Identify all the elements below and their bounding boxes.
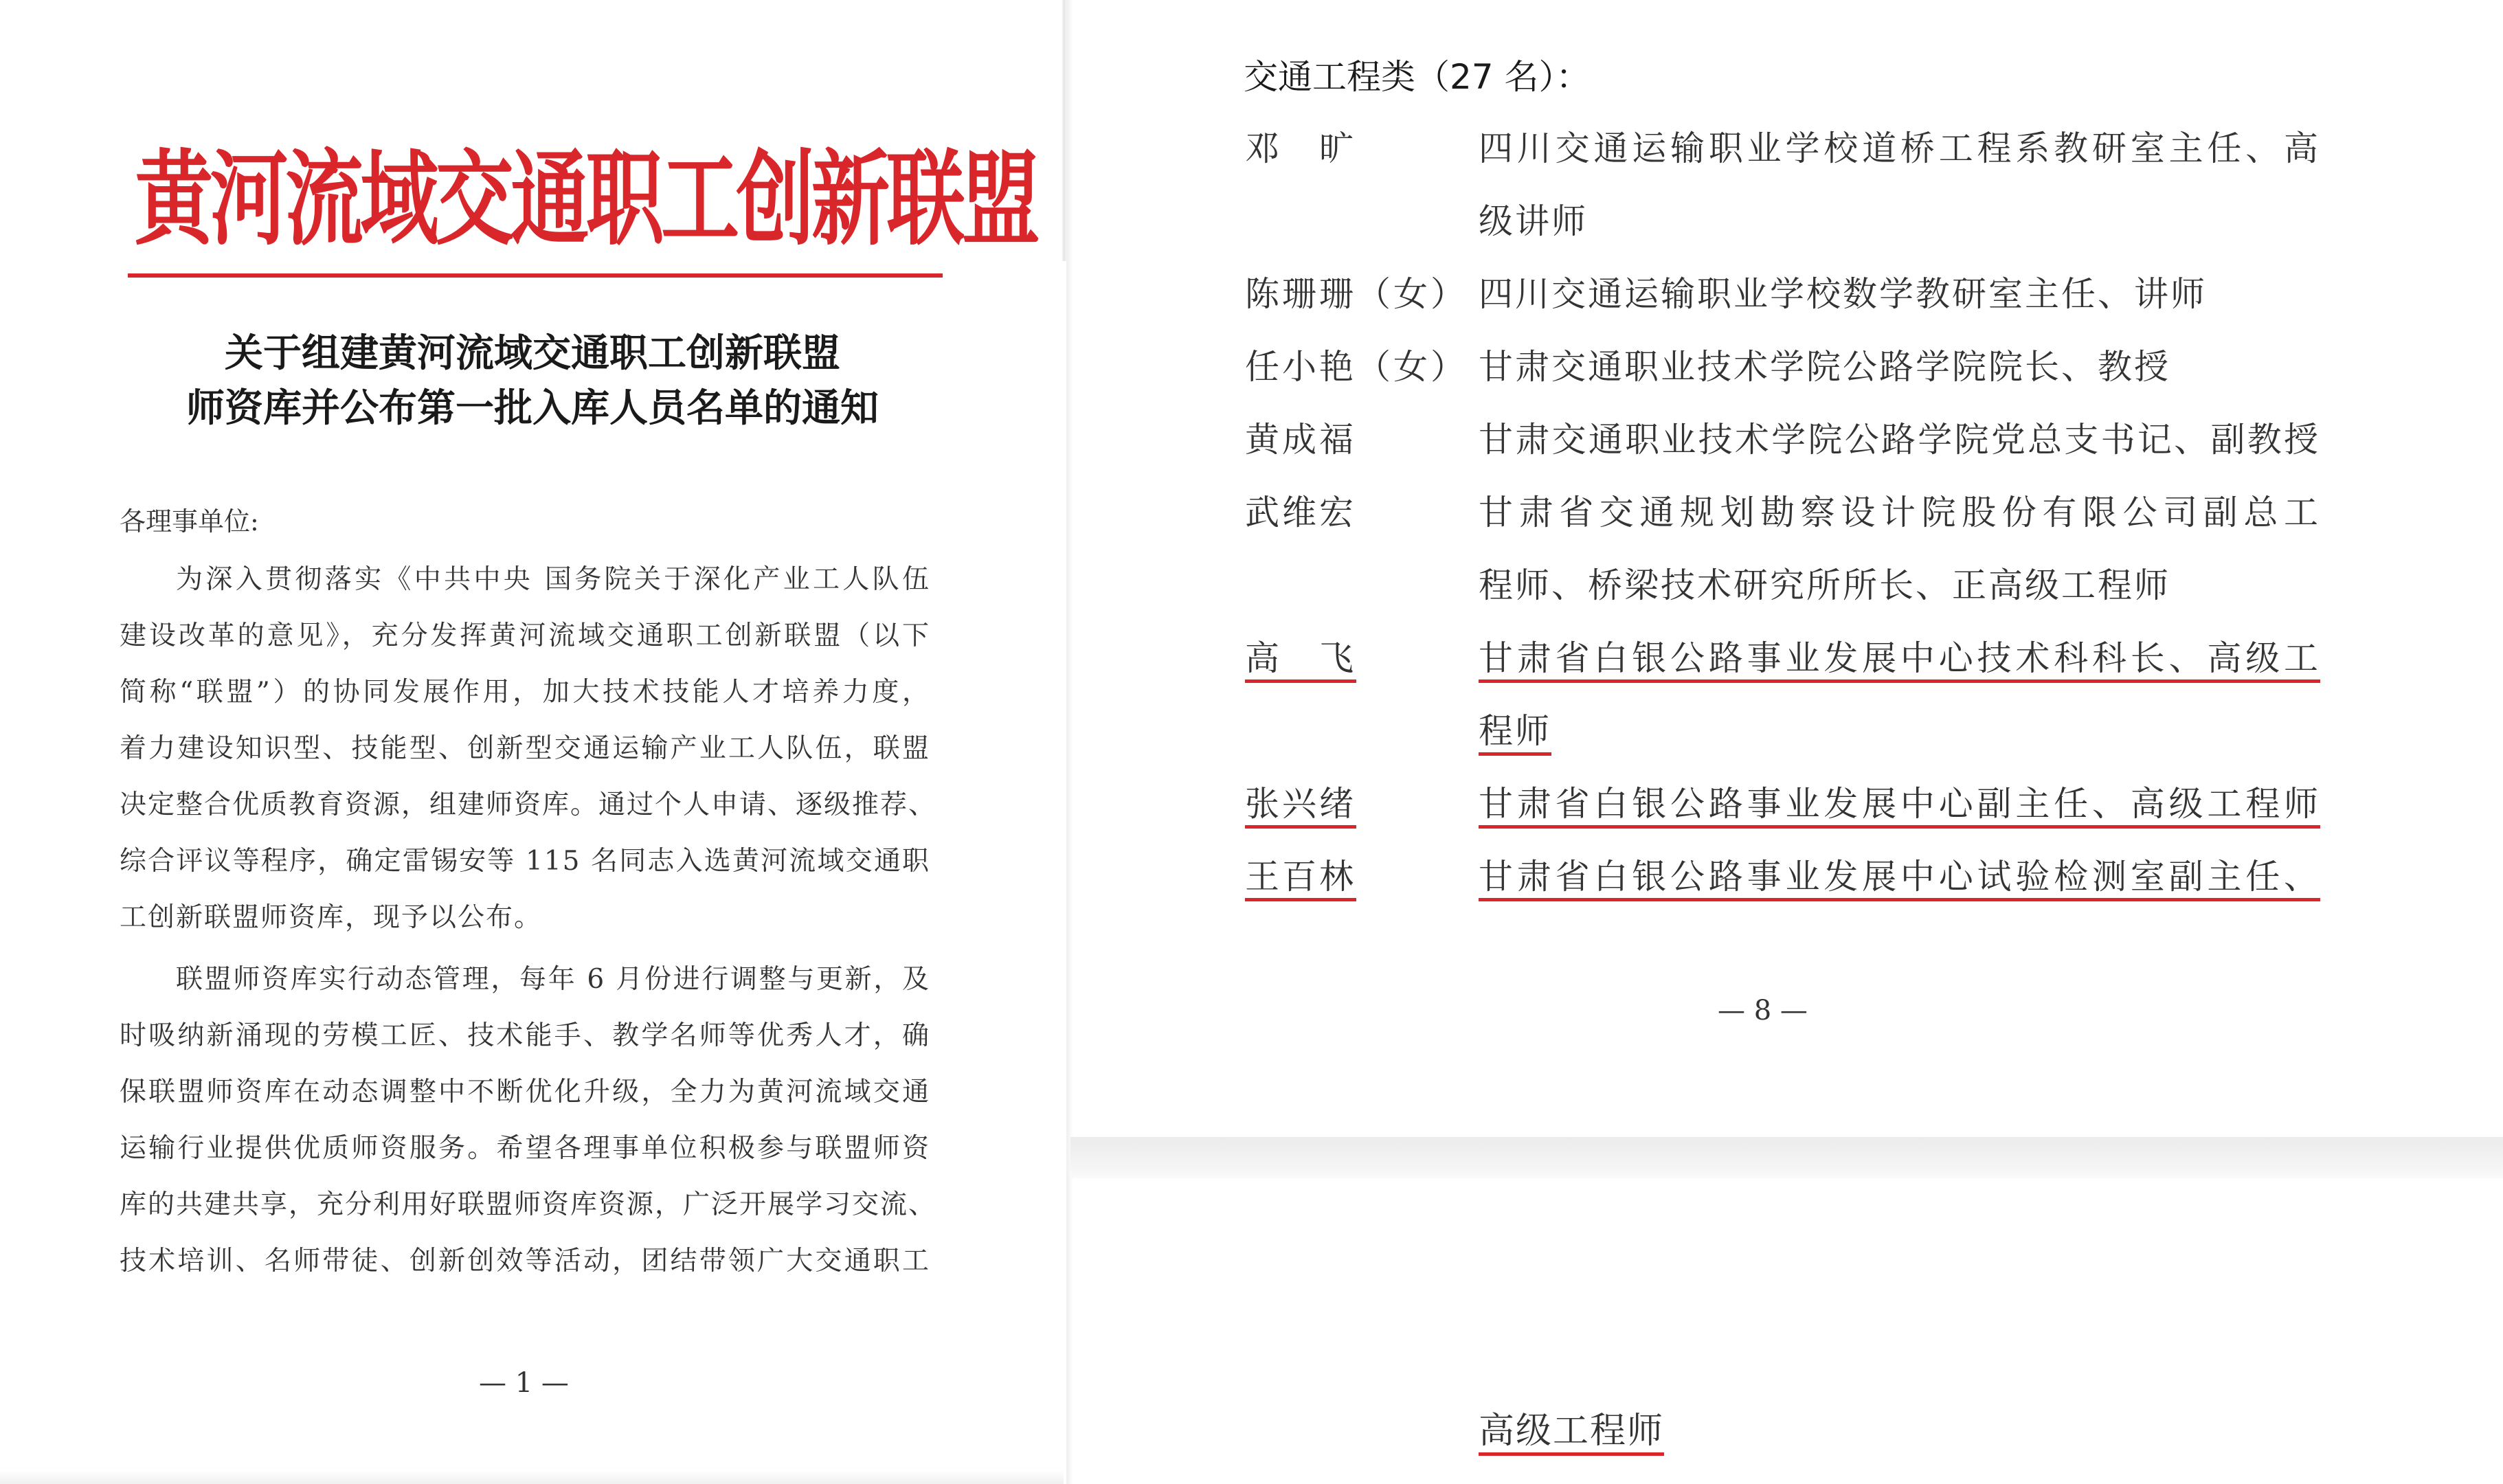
- page-gutter-shadow: [1066, 0, 1073, 1484]
- document-title-line-1: 关于组建黄河流域交通职工创新联盟: [225, 330, 840, 376]
- person-description: 甘肃省交通规划勘察设计院股份有限公司副总工: [1479, 493, 2320, 532]
- body-line: 保联盟师资库在动态调整中不断优化升级，全力为黄河流域交通: [120, 1077, 930, 1108]
- body-line: 库的共建共享，充分利用好联盟师资库资源，广泛开展学习交流、: [120, 1189, 937, 1220]
- person-description: 甘肃交通职业技术学院公路学院党总支书记、副教授: [1479, 420, 2320, 460]
- body-line: 综合评议等程序，确定雷锡安等 115 名同志入选黄河流域交通职: [120, 846, 930, 877]
- continued-text: 高级工程师: [1479, 1410, 1665, 1452]
- document-title-line-2: 师资库并公布第一批入库人员名单的通知: [186, 385, 879, 431]
- person-description-highlighted: 程师: [1479, 711, 1551, 751]
- right-page-number: — 8 —: [1718, 995, 1808, 1026]
- body-line: 简称“联盟”）的协同发展作用，加大技术技能人才培养力度，: [120, 677, 930, 708]
- person-name: 黄成福: [1245, 420, 1356, 460]
- body-line: 运输行业提供优质师资服务。希望各理事单位积极参与联盟师资: [120, 1133, 930, 1164]
- person-description: 甘肃交通职业技术学院公路学院院长、教授: [1479, 347, 2170, 387]
- person-description-highlighted: 甘肃省白银公路事业发展中心试验检测室副主任、: [1479, 857, 2320, 897]
- body-line: 时吸纳新涌现的劳模工匠、技术能手、教学名师等优秀人才，确: [120, 1020, 930, 1051]
- body-line: 联盟师资库实行动态管理，每年 6 月份进行调整与更新，及: [176, 964, 930, 995]
- body-line: 工创新联盟师资库，现予以公布。: [120, 902, 543, 933]
- person-description: 四川交通运输职业学校道桥工程系教研室主任、高: [1479, 128, 2320, 168]
- person-name: 陈珊珊（女）: [1245, 274, 1468, 314]
- left-page-number: — 1 —: [479, 1367, 569, 1399]
- body-line: 为深入贯彻落实《中共中央 国务院关于深化产业工人队伍: [176, 564, 930, 595]
- letterhead-red-rule: [128, 273, 943, 278]
- person-name: 邓 旷: [1245, 128, 1356, 168]
- person-description: 级讲师: [1479, 201, 1588, 241]
- page-bottom-shade: [0, 1470, 1064, 1484]
- body-line: 决定整合优质教育资源，组建师资库。通过个人申请、逐级推荐、: [120, 789, 937, 820]
- letterhead-org-title: 黄河流域交通职工创新联盟: [135, 139, 1037, 260]
- person-name-highlighted: 王百林: [1245, 857, 1356, 897]
- page-break-band: [1070, 1137, 2503, 1178]
- right-document-page: [1070, 0, 2503, 1484]
- category-heading: 交通工程类（27 名）：: [1244, 57, 1591, 97]
- body-line: 建设改革的意见》，充分发挥黄河流域交通职工创新联盟（以下: [120, 620, 930, 651]
- body-line: 技术培训、名师带徒、创新创效等活动，团结带领广大交通职工: [120, 1246, 930, 1277]
- person-description-highlighted: 甘肃省白银公路事业发展中心副主任、高级工程师: [1479, 784, 2320, 824]
- person-name-highlighted: 高 飞: [1245, 638, 1356, 678]
- person-name-highlighted: 张兴绪: [1245, 784, 1356, 824]
- person-description: 程师、桥梁技术研究所所长、正高级工程师: [1479, 565, 2170, 605]
- person-name: 武维宏: [1245, 493, 1356, 532]
- person-description: 四川交通运输职业学校数学教研室主任、讲师: [1479, 274, 2207, 314]
- person-description-highlighted: 甘肃省白银公路事业发展中心技术科科长、高级工: [1479, 638, 2320, 678]
- salutation: 各理事单位:: [120, 506, 259, 537]
- person-name: 任小艳（女）: [1245, 347, 1468, 387]
- body-line: 着力建设知识型、技能型、创新型交通运输产业工人队伍，联盟: [120, 733, 930, 764]
